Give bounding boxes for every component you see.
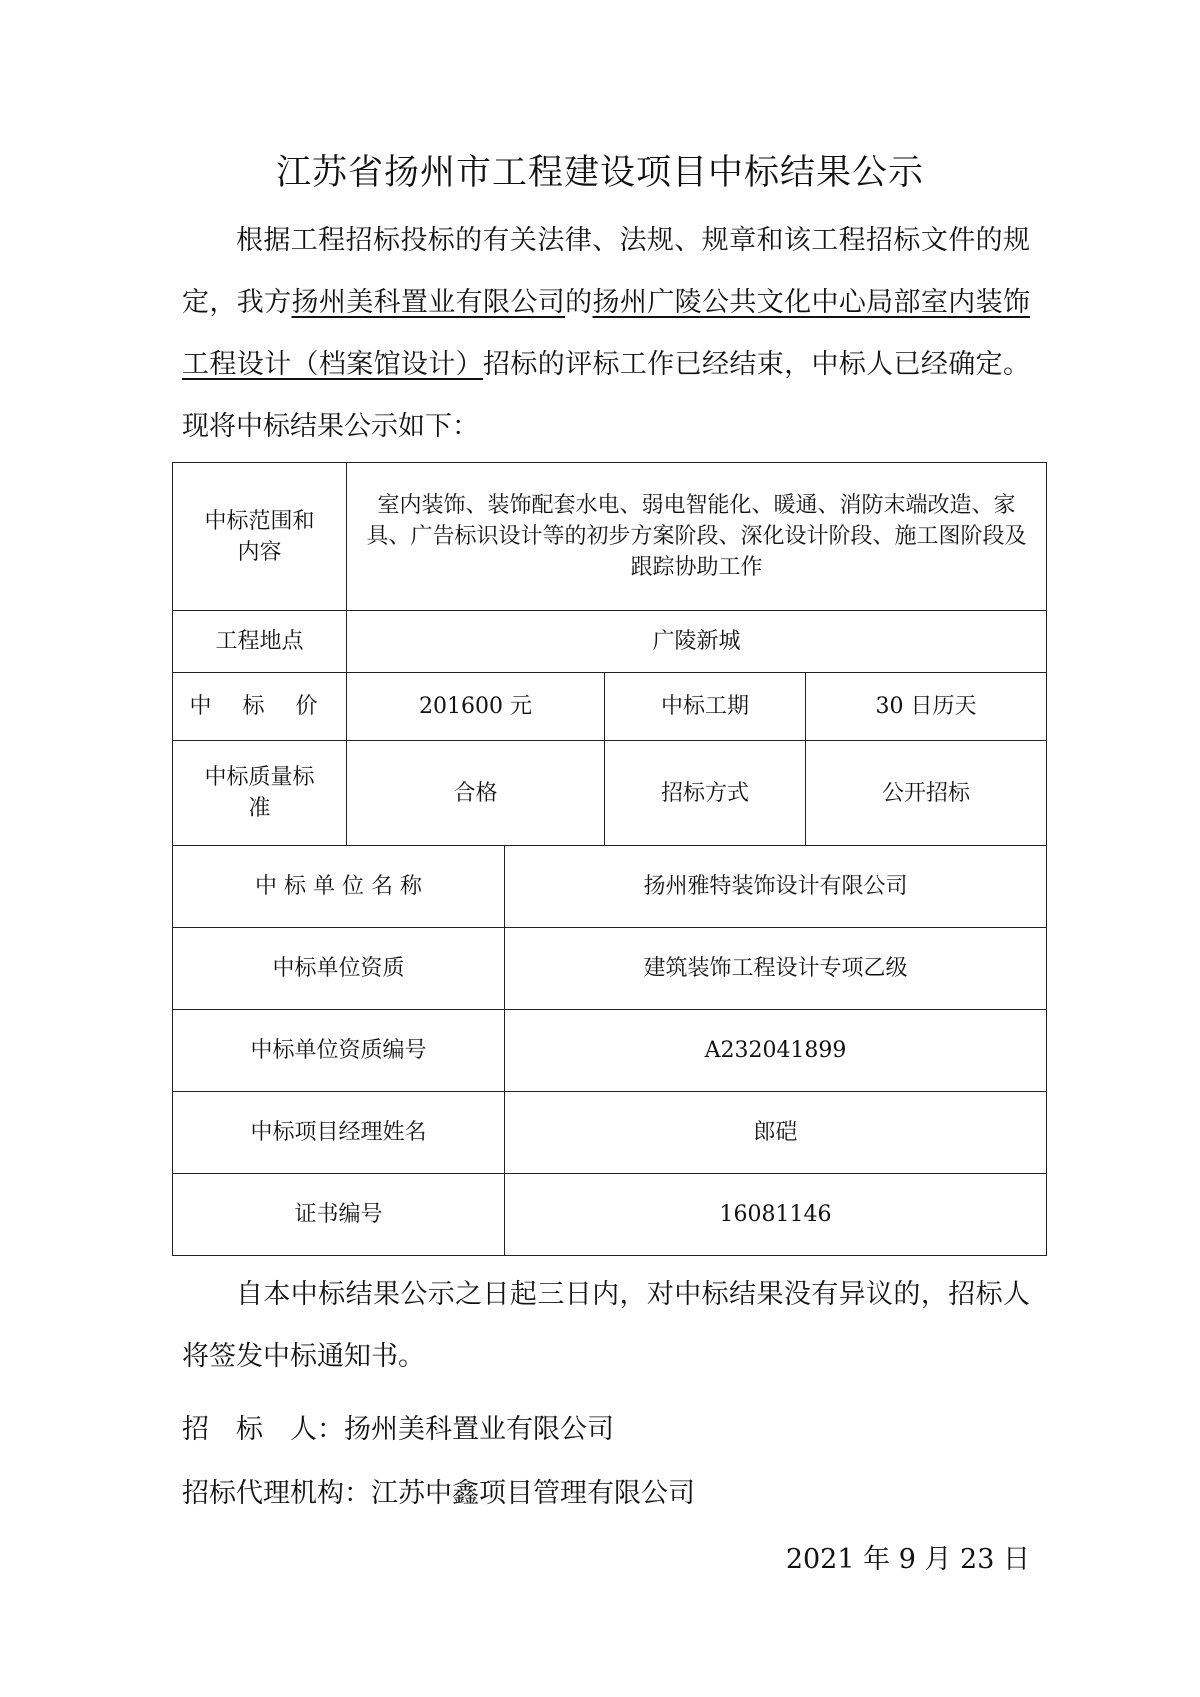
table-row-qualification [173, 928, 1047, 1010]
document-date: 2021 年 9 月 23 日 [785, 1544, 1030, 1575]
intro-text-3: 招标的评标工作已经结束，中标人已经确定。现将中标结果公示如下： [182, 349, 1031, 442]
table-row-scope [173, 463, 1047, 611]
table-row-quality [173, 741, 1047, 846]
method-value: 公开招标 [806, 741, 1047, 846]
winner-label: 中 标 单 位 名 称 [173, 846, 505, 928]
table-row-price [173, 673, 1047, 741]
period-label: 中标工期 [605, 673, 806, 741]
project-name: 扬州广陵公共文化中心局部室内装饰工程设计（档案馆设计） [182, 287, 1031, 380]
certificate-value: 16081146 [505, 1174, 1047, 1256]
quality-label: 中标质量标准 [173, 741, 347, 846]
tenderer-name: 扬州美科置业有限公司 [291, 287, 566, 318]
table-row-certificate [173, 1174, 1047, 1256]
scope-value: 室内装饰、装饰配套水电、弱电智能化、暖通、消防末端改造、家具、广告标识设计等的初步方案阶段、深化设计阶段、施工图阶段及跟踪协助工作 [347, 463, 1047, 611]
award-table [172, 462, 1047, 1256]
price-value: 201600 元 [347, 673, 605, 741]
intro-paragraph [182, 210, 1030, 458]
scope-label: 中标范围和内容 [173, 463, 347, 611]
table-row-location [173, 611, 1047, 673]
intro-text-2: 的 [565, 287, 593, 318]
table-row-winner [173, 846, 1047, 928]
agent-signature-line: 招标代理机构：江苏中鑫项目管理有限公司 [182, 1478, 695, 1509]
location-label: 工程地点 [173, 611, 347, 673]
quality-value: 合格 [347, 741, 605, 846]
price-label: 中 标 价 [173, 673, 347, 741]
qualification-no-value: A232041899 [505, 1010, 1047, 1092]
winner-value: 扬州雅特装饰设计有限公司 [505, 846, 1047, 928]
table-row-manager [173, 1092, 1047, 1174]
period-value: 30 日历天 [806, 673, 1047, 741]
qualification-no-label: 中标单位资质编号 [173, 1010, 505, 1092]
qualification-value: 建筑装饰工程设计专项乙级 [505, 928, 1047, 1010]
tenderer-signature-line: 招 标 人：扬州美科置业有限公司 [182, 1414, 614, 1445]
certificate-label: 证书编号 [173, 1174, 505, 1256]
qualification-label: 中标单位资质 [173, 928, 505, 1010]
location-value: 广陵新城 [347, 611, 1047, 673]
method-label: 招标方式 [605, 741, 806, 846]
table-row-qualification-no [173, 1010, 1047, 1092]
document-title: 江苏省扬州市工程建设项目中标结果公示 [275, 153, 924, 193]
intro-text-1: 根据工程招标投标的有关法律、法规、规章和该工程招标文件的规定，我方 [182, 225, 1030, 318]
manager-value: 郎硙 [505, 1092, 1047, 1174]
closing-paragraph: 自本中标结果公示之日起三日内，对中标结果没有异议的，招标人将签发中标通知书。 [182, 1279, 1030, 1372]
manager-label: 中标项目经理姓名 [173, 1092, 505, 1174]
